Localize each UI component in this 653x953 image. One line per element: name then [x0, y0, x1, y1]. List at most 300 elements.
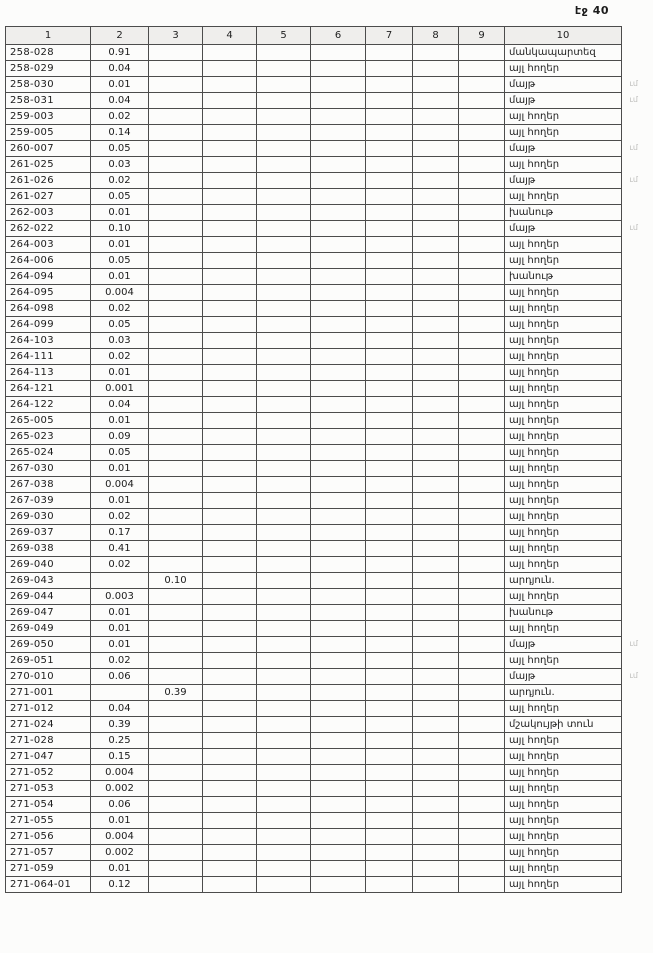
value-cell: [413, 493, 459, 509]
value-cell: [366, 669, 413, 685]
value-cell: [257, 317, 311, 333]
value-cell: [257, 413, 311, 429]
value-cell: [413, 237, 459, 253]
value-cell: [203, 429, 257, 445]
value-cell: [149, 701, 203, 717]
value-cell: [366, 541, 413, 557]
land-use-label: այլ հողեր: [505, 397, 622, 413]
parcel-code: 271-055: [6, 813, 91, 829]
value-cell: [149, 189, 203, 205]
value-cell: [203, 285, 257, 301]
table-row: [6, 93, 622, 109]
land-use-label: այլ հողեր: [505, 509, 622, 525]
value-cell: 0.17: [91, 525, 149, 541]
value-cell: [257, 77, 311, 93]
parcel-code: 258-030: [6, 77, 91, 93]
value-cell: 0.01: [91, 621, 149, 637]
parcel-code: 269-043: [6, 573, 91, 589]
value-cell: [257, 525, 311, 541]
value-cell: [149, 509, 203, 525]
value-cell: [149, 765, 203, 781]
value-cell: [257, 269, 311, 285]
parcel-code: 264-103: [6, 333, 91, 349]
value-cell: 0.03: [91, 333, 149, 349]
value-cell: [311, 749, 366, 765]
value-cell: [311, 349, 366, 365]
value-cell: [257, 749, 311, 765]
value-cell: 0.02: [91, 109, 149, 125]
value-cell: [413, 141, 459, 157]
value-cell: [311, 637, 366, 653]
value-cell: 0.004: [91, 477, 149, 493]
value-cell: [203, 381, 257, 397]
land-use-label: այլ հողեր: [505, 109, 622, 125]
value-cell: [149, 669, 203, 685]
table-row: [6, 733, 622, 749]
value-cell: 0.04: [91, 61, 149, 77]
value-cell: [366, 397, 413, 413]
table-row: [6, 749, 622, 765]
value-cell: [149, 77, 203, 93]
parcel-code: 271-024: [6, 717, 91, 733]
parcel-code: 264-099: [6, 317, 91, 333]
value-cell: [413, 173, 459, 189]
value-cell: [257, 541, 311, 557]
value-cell: [257, 253, 311, 269]
land-use-label: խանութ: [505, 269, 622, 285]
table-row: [6, 765, 622, 781]
value-cell: [366, 861, 413, 877]
value-cell: 0.01: [91, 637, 149, 653]
value-cell: [257, 381, 311, 397]
value-cell: [257, 493, 311, 509]
scan-artifact: ւմ: [629, 639, 638, 648]
value-cell: 0.02: [91, 301, 149, 317]
value-cell: 0.01: [91, 605, 149, 621]
land-use-label: այլ հողեր: [505, 365, 622, 381]
value-cell: [149, 781, 203, 797]
land-use-label: մանկապարտեզ: [505, 45, 622, 61]
parcel-code: 265-005: [6, 413, 91, 429]
value-cell: [459, 701, 505, 717]
value-cell: [366, 637, 413, 653]
value-cell: 0.91: [91, 45, 149, 61]
parcel-code: 269-044: [6, 589, 91, 605]
land-use-label: այլ հողեր: [505, 477, 622, 493]
value-cell: [459, 317, 505, 333]
value-cell: [311, 397, 366, 413]
land-use-label: խանութ: [505, 605, 622, 621]
parcel-code: 271-001: [6, 685, 91, 701]
value-cell: 0.01: [91, 413, 149, 429]
value-cell: [203, 637, 257, 653]
value-cell: [149, 557, 203, 573]
value-cell: [311, 653, 366, 669]
value-cell: [311, 237, 366, 253]
value-cell: [149, 461, 203, 477]
value-cell: [257, 173, 311, 189]
parcel-code: 270-010: [6, 669, 91, 685]
value-cell: [257, 429, 311, 445]
value-cell: [311, 61, 366, 77]
value-cell: [203, 173, 257, 189]
value-cell: [257, 349, 311, 365]
value-cell: 0.39: [91, 717, 149, 733]
value-cell: [149, 381, 203, 397]
value-cell: 0.01: [91, 861, 149, 877]
value-cell: [366, 141, 413, 157]
value-cell: [149, 61, 203, 77]
value-cell: [203, 717, 257, 733]
value-cell: [203, 109, 257, 125]
value-cell: [149, 349, 203, 365]
table-header-row: [6, 27, 622, 45]
value-cell: [203, 861, 257, 877]
parcel-code: 260-007: [6, 141, 91, 157]
value-cell: 0.15: [91, 749, 149, 765]
value-cell: [459, 221, 505, 237]
value-cell: [257, 701, 311, 717]
value-cell: [459, 621, 505, 637]
value-cell: [459, 749, 505, 765]
value-cell: [203, 77, 257, 93]
value-cell: [311, 829, 366, 845]
value-cell: [459, 765, 505, 781]
value-cell: [311, 701, 366, 717]
land-use-label: այլ հողեր: [505, 381, 622, 397]
value-cell: [366, 157, 413, 173]
value-cell: [366, 877, 413, 893]
value-cell: [413, 205, 459, 221]
value-cell: [366, 413, 413, 429]
table-row: [6, 189, 622, 205]
value-cell: [413, 829, 459, 845]
value-cell: [413, 685, 459, 701]
value-cell: [149, 397, 203, 413]
value-cell: [413, 813, 459, 829]
value-cell: [311, 333, 366, 349]
value-cell: [311, 877, 366, 893]
value-cell: [203, 701, 257, 717]
value-cell: 0.01: [91, 365, 149, 381]
parcel-code: 267-038: [6, 477, 91, 493]
value-cell: [311, 669, 366, 685]
value-cell: [459, 381, 505, 397]
value-cell: [366, 253, 413, 269]
value-cell: [203, 477, 257, 493]
value-cell: [366, 749, 413, 765]
value-cell: 0.01: [91, 813, 149, 829]
value-cell: [366, 285, 413, 301]
value-cell: [366, 125, 413, 141]
value-cell: [203, 125, 257, 141]
value-cell: [413, 749, 459, 765]
value-cell: 0.002: [91, 845, 149, 861]
value-cell: [311, 109, 366, 125]
table-row: [6, 493, 622, 509]
value-cell: [203, 397, 257, 413]
value-cell: [366, 733, 413, 749]
table-row: [6, 349, 622, 365]
land-use-label: այլ հողեր: [505, 749, 622, 765]
land-use-label: մայթ ւմ: [505, 173, 622, 189]
value-cell: [203, 813, 257, 829]
value-cell: [149, 221, 203, 237]
value-cell: [459, 61, 505, 77]
table-row: [6, 237, 622, 253]
parcel-code: 271-012: [6, 701, 91, 717]
scan-artifact: ւմ: [629, 223, 638, 232]
table-row: [6, 157, 622, 173]
value-cell: [459, 797, 505, 813]
value-cell: [257, 285, 311, 301]
value-cell: [413, 269, 459, 285]
table-row: [6, 285, 622, 301]
value-cell: [311, 413, 366, 429]
value-cell: [413, 877, 459, 893]
value-cell: 0.39: [149, 685, 203, 701]
value-cell: [257, 685, 311, 701]
land-use-label: մայթ ւմ: [505, 77, 622, 93]
parcel-code: 271-056: [6, 829, 91, 845]
table-row: [6, 557, 622, 573]
column-header: 7: [366, 27, 413, 45]
value-cell: [203, 349, 257, 365]
value-cell: 0.14: [91, 125, 149, 141]
value-cell: [257, 93, 311, 109]
parcel-code: 262-003: [6, 205, 91, 221]
table-row: [6, 541, 622, 557]
value-cell: [413, 621, 459, 637]
value-cell: [203, 541, 257, 557]
value-cell: [459, 349, 505, 365]
value-cell: [366, 461, 413, 477]
value-cell: 0.001: [91, 381, 149, 397]
value-cell: [459, 829, 505, 845]
value-cell: [203, 669, 257, 685]
value-cell: [257, 829, 311, 845]
value-cell: [203, 621, 257, 637]
land-use-label: այլ հողեր: [505, 733, 622, 749]
value-cell: 0.01: [91, 205, 149, 221]
value-cell: [459, 717, 505, 733]
land-use-label: մայթ ւմ: [505, 637, 622, 653]
value-cell: [257, 765, 311, 781]
value-cell: [366, 781, 413, 797]
land-use-label: այլ հողեր: [505, 765, 622, 781]
table-row: [6, 333, 622, 349]
value-cell: [459, 861, 505, 877]
value-cell: [459, 589, 505, 605]
value-cell: [366, 685, 413, 701]
value-cell: [459, 493, 505, 509]
parcel-code: 264-111: [6, 349, 91, 365]
land-use-label: մշակույթի տուն: [505, 717, 622, 733]
value-cell: [149, 477, 203, 493]
value-cell: [91, 685, 149, 701]
parcel-code: 271-053: [6, 781, 91, 797]
value-cell: [459, 525, 505, 541]
parcel-code: 258-028: [6, 45, 91, 61]
value-cell: [413, 125, 459, 141]
value-cell: [459, 125, 505, 141]
value-cell: [257, 797, 311, 813]
value-cell: [311, 317, 366, 333]
column-header: 1: [6, 27, 91, 45]
value-cell: [203, 653, 257, 669]
land-use-label: այլ հողեր: [505, 541, 622, 557]
table-row: [6, 813, 622, 829]
value-cell: [257, 461, 311, 477]
value-cell: 0.003: [91, 589, 149, 605]
value-cell: [149, 829, 203, 845]
value-cell: [311, 141, 366, 157]
value-cell: [366, 381, 413, 397]
parcel-code: 271-064-01: [6, 877, 91, 893]
land-use-label: արդյուն.: [505, 573, 622, 589]
value-cell: [311, 93, 366, 109]
value-cell: [413, 61, 459, 77]
land-use-label: այլ հողեր: [505, 317, 622, 333]
land-use-label: այլ հողեր: [505, 429, 622, 445]
value-cell: [149, 157, 203, 173]
value-cell: [459, 653, 505, 669]
land-use-label: այլ հողեր: [505, 653, 622, 669]
value-cell: [311, 573, 366, 589]
value-cell: [257, 813, 311, 829]
value-cell: [311, 861, 366, 877]
table-row: [6, 829, 622, 845]
scan-artifact: ւմ: [629, 175, 638, 184]
value-cell: [203, 493, 257, 509]
value-cell: [413, 701, 459, 717]
value-cell: [149, 589, 203, 605]
parcel-code: 269-040: [6, 557, 91, 573]
parcel-code: 264-122: [6, 397, 91, 413]
parcel-code: 259-005: [6, 125, 91, 141]
parcel-code: 264-121: [6, 381, 91, 397]
scan-artifact: ւմ: [629, 671, 638, 680]
value-cell: [366, 845, 413, 861]
value-cell: [459, 253, 505, 269]
value-cell: [413, 765, 459, 781]
value-cell: 0.01: [91, 461, 149, 477]
value-cell: [311, 557, 366, 573]
value-cell: 0.01: [91, 237, 149, 253]
value-cell: [366, 365, 413, 381]
value-cell: [311, 781, 366, 797]
value-cell: [459, 733, 505, 749]
value-cell: [203, 189, 257, 205]
value-cell: [366, 77, 413, 93]
value-cell: [311, 221, 366, 237]
value-cell: [149, 317, 203, 333]
value-cell: [366, 509, 413, 525]
value-cell: [257, 445, 311, 461]
value-cell: [311, 509, 366, 525]
value-cell: 0.05: [91, 317, 149, 333]
land-use-label: այլ հողեր: [505, 61, 622, 77]
value-cell: [366, 573, 413, 589]
value-cell: [413, 253, 459, 269]
value-cell: [366, 109, 413, 125]
parcel-code: 264-003: [6, 237, 91, 253]
parcel-code: 271-057: [6, 845, 91, 861]
value-cell: 0.04: [91, 397, 149, 413]
parcel-code: 269-051: [6, 653, 91, 669]
value-cell: [311, 717, 366, 733]
value-cell: [203, 461, 257, 477]
column-header: 3: [149, 27, 203, 45]
scan-artifact: ւմ: [629, 143, 638, 152]
value-cell: [257, 877, 311, 893]
value-cell: [459, 605, 505, 621]
value-cell: [149, 445, 203, 461]
value-cell: [257, 781, 311, 797]
value-cell: [257, 733, 311, 749]
value-cell: [311, 685, 366, 701]
land-use-label: այլ հողեր: [505, 461, 622, 477]
value-cell: [413, 605, 459, 621]
table-row: [6, 381, 622, 397]
value-cell: [459, 445, 505, 461]
parcel-code: 269-030: [6, 509, 91, 525]
value-cell: [413, 525, 459, 541]
parcel-code: 269-049: [6, 621, 91, 637]
value-cell: [413, 861, 459, 877]
value-cell: [311, 365, 366, 381]
value-cell: [311, 125, 366, 141]
value-cell: [149, 173, 203, 189]
value-cell: [459, 333, 505, 349]
value-cell: [149, 637, 203, 653]
land-use-label: այլ հողեր: [505, 253, 622, 269]
page-number: էջ 40: [574, 4, 609, 17]
value-cell: [413, 557, 459, 573]
value-cell: [257, 509, 311, 525]
table-row: [6, 301, 622, 317]
column-header: 8: [413, 27, 459, 45]
value-cell: [91, 573, 149, 589]
parcel-code: 267-039: [6, 493, 91, 509]
value-cell: [149, 237, 203, 253]
parcel-code: 261-027: [6, 189, 91, 205]
parcel-code: 264-095: [6, 285, 91, 301]
land-use-label: այլ հողեր: [505, 237, 622, 253]
value-cell: [459, 557, 505, 573]
parcel-code: 269-047: [6, 605, 91, 621]
value-cell: [366, 701, 413, 717]
value-cell: [203, 237, 257, 253]
table-row: [6, 365, 622, 381]
value-cell: [203, 205, 257, 221]
value-cell: [149, 605, 203, 621]
table-row: [6, 605, 622, 621]
value-cell: [149, 365, 203, 381]
value-cell: [257, 301, 311, 317]
value-cell: [257, 477, 311, 493]
value-cell: [257, 141, 311, 157]
value-cell: [203, 413, 257, 429]
table-row: [6, 61, 622, 77]
value-cell: [366, 349, 413, 365]
scan-artifact: ւմ: [629, 79, 638, 88]
value-cell: [459, 45, 505, 61]
value-cell: [413, 669, 459, 685]
value-cell: [149, 797, 203, 813]
parcel-code: 271-054: [6, 797, 91, 813]
value-cell: [311, 845, 366, 861]
